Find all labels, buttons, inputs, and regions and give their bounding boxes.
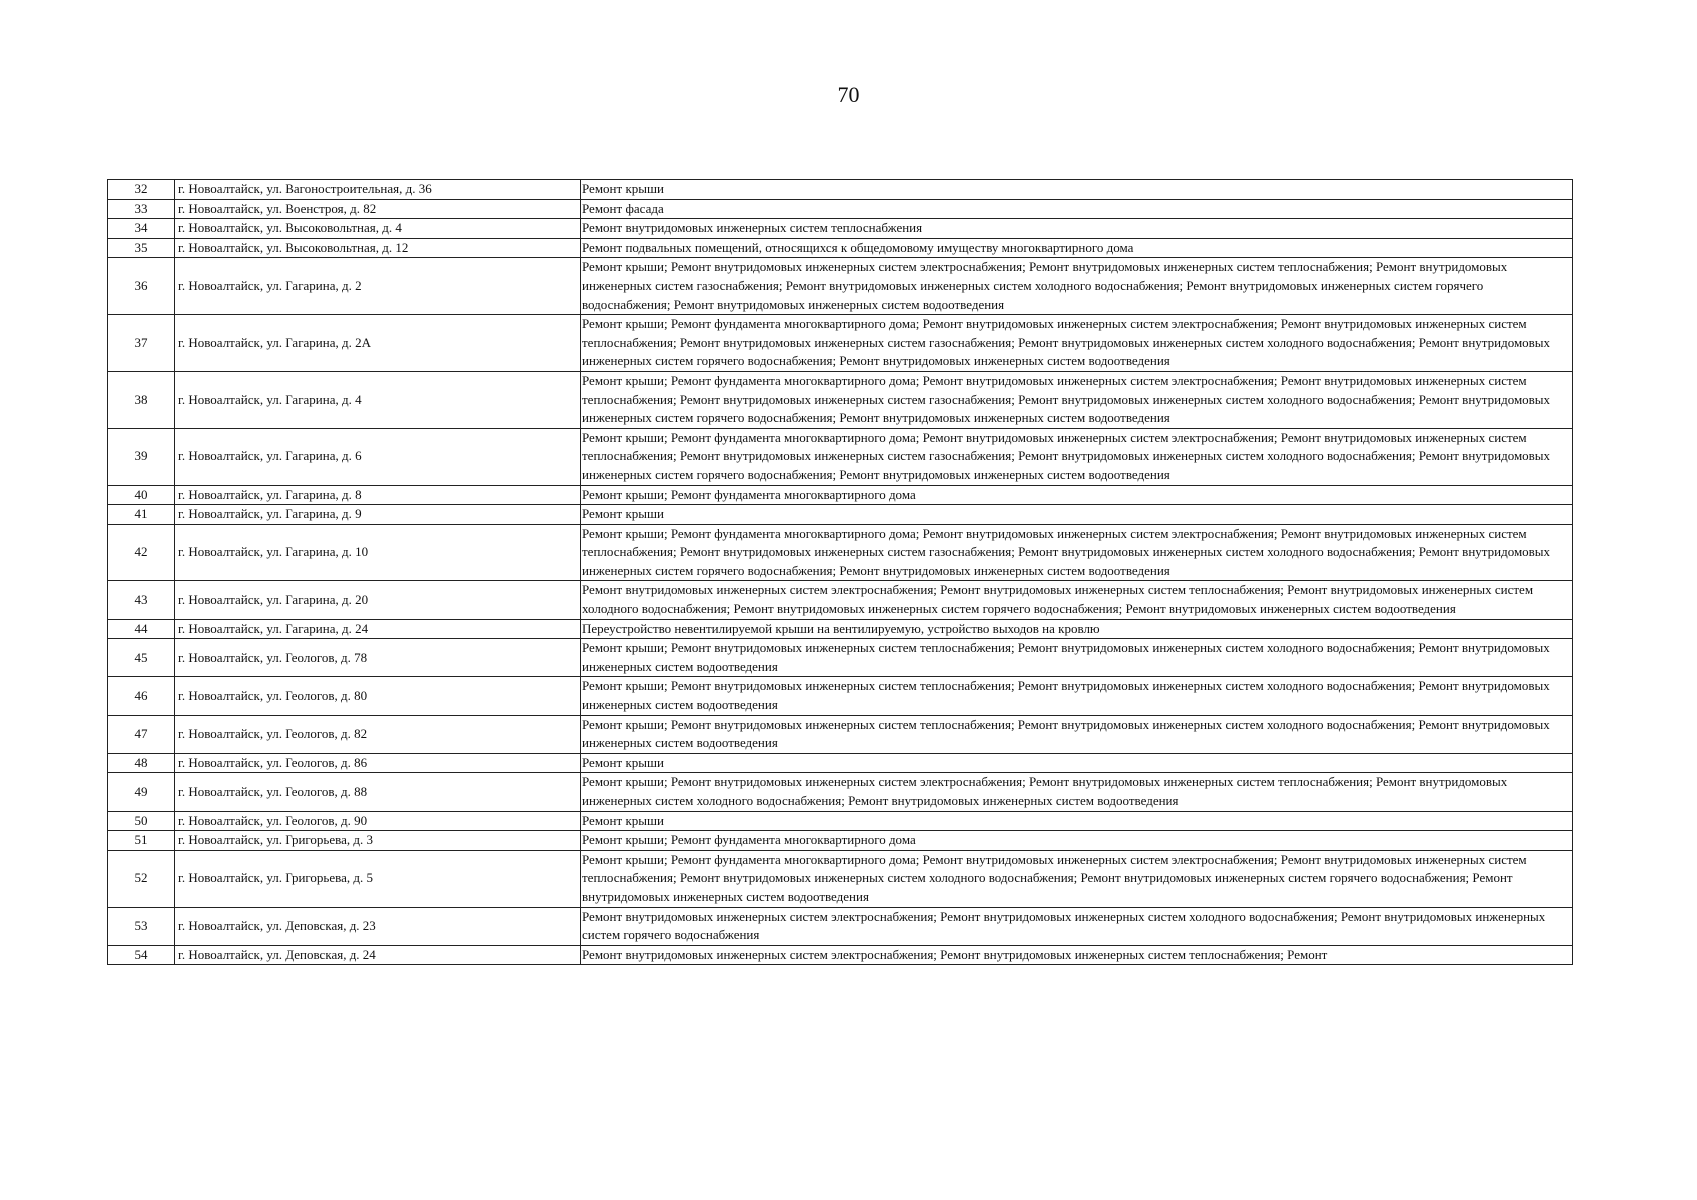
page-number: 70 (837, 82, 860, 107)
table-row (108, 524, 1573, 581)
table-row (108, 677, 1573, 715)
address-cell: г. Новоалтайск, ул. Высоковольтная, д. 12 (175, 238, 581, 258)
table-row (108, 505, 1573, 525)
table-row (108, 219, 1573, 239)
address-cell: г. Новоалтайск, ул. Деповская, д. 23 (175, 907, 581, 945)
works-cell: Ремонт крыши; Ремонт внутридомовых инженерных систем теплоснабжения; Ремонт внутридомовых инженерных систем холодного водоснабжения; Ремонт внутридомовых инженерных систем водоотведения (581, 677, 1573, 715)
row-number-cell: 42 (108, 524, 175, 581)
address-cell: г. Новоалтайск, ул. Вагоностроительная, д. 36 (175, 180, 581, 200)
table-row (108, 619, 1573, 639)
address-cell: г. Новоалтайск, ул. Геологов, д. 80 (175, 677, 581, 715)
address-cell: г. Новоалтайск, ул. Деповская, д. 24 (175, 945, 581, 965)
works-cell: Ремонт крыши (581, 505, 1573, 525)
table-row (108, 199, 1573, 219)
works-cell: Ремонт крыши (581, 811, 1573, 831)
row-number-cell: 49 (108, 773, 175, 811)
address-cell: г. Новоалтайск, ул. Геологов, д. 78 (175, 639, 581, 677)
works-cell: Ремонт крыши; Ремонт фундамента многоквартирного дома; Ремонт внутридомовых инженерных систем электроснабжения; Ремонт внутридомовых инженерных систем теплоснабжения; Ремонт внутридомовых инженерных систем холодного водоснабжения; Ремонт внутридомовых инженерных систем горячего водоснабжения; Ремонт внутридомовых инженерных систем водоотведения (581, 850, 1573, 907)
row-number-cell: 48 (108, 753, 175, 773)
address-cell: г. Новоалтайск, ул. Геологов, д. 88 (175, 773, 581, 811)
row-number-cell: 45 (108, 639, 175, 677)
table-row (108, 907, 1573, 945)
table-row (108, 831, 1573, 851)
works-cell: Ремонт крыши; Ремонт фундамента многоквартирного дома (581, 831, 1573, 851)
row-number-cell: 43 (108, 581, 175, 619)
table-row (108, 485, 1573, 505)
row-number-cell: 37 (108, 315, 175, 372)
works-cell: Ремонт крыши; Ремонт фундамента многоквартирного дома; Ремонт внутридомовых инженерных систем электроснабжения; Ремонт внутридомовых инженерных систем теплоснабжения; Ремонт внутридомовых инженерных систем газоснабжения; Ремонт внутридомовых инженерных систем холодного водоснабжения; Ремонт внутридомовых инженерных систем горячего водоснабжения; Ремонт внутридомовых инженерных систем водоотведения (581, 524, 1573, 581)
table-row (108, 258, 1573, 315)
table-row (108, 371, 1573, 428)
row-number-cell: 53 (108, 907, 175, 945)
works-cell: Ремонт крыши; Ремонт фундамента многоквартирного дома; Ремонт внутридомовых инженерных систем электроснабжения; Ремонт внутридомовых инженерных систем теплоснабжения; Ремонт внутридомовых инженерных систем газоснабжения; Ремонт внутридомовых инженерных систем холодного водоснабжения; Ремонт внутридомовых инженерных систем горячего водоснабжения; Ремонт внутридомовых инженерных систем водоотведения (581, 315, 1573, 372)
address-cell: г. Новоалтайск, ул. Геологов, д. 86 (175, 753, 581, 773)
address-cell: г. Новоалтайск, ул. Гагарина, д. 8 (175, 485, 581, 505)
works-cell: Ремонт крыши; Ремонт внутридомовых инженерных систем электроснабжения; Ремонт внутридомовых инженерных систем теплоснабжения; Ремонт внутридомовых инженерных систем холодного водоснабжения; Ремонт внутридомовых инженерных систем водоотведения (581, 773, 1573, 811)
works-cell: Ремонт внутридомовых инженерных систем теплоснабжения (581, 219, 1573, 239)
works-cell: Ремонт фасада (581, 199, 1573, 219)
address-cell: г. Новоалтайск, ул. Гагарина, д. 9 (175, 505, 581, 525)
repair-table-body (108, 180, 1573, 965)
repair-table-container (107, 179, 1572, 965)
address-cell: г. Новоалтайск, ул. Григорьева, д. 3 (175, 831, 581, 851)
table-row (108, 639, 1573, 677)
works-cell: Ремонт крыши; Ремонт внутридомовых инженерных систем теплоснабжения; Ремонт внутридомовых инженерных систем холодного водоснабжения; Ремонт внутридомовых инженерных систем водоотведения (581, 639, 1573, 677)
table-row (108, 850, 1573, 907)
works-cell: Ремонт крыши; Ремонт внутридомовых инженерных систем теплоснабжения; Ремонт внутридомовых инженерных систем холодного водоснабжения; Ремонт внутридомовых инженерных систем водоотведения (581, 715, 1573, 753)
row-number-cell: 39 (108, 428, 175, 485)
row-number-cell: 35 (108, 238, 175, 258)
works-cell: Ремонт крыши; Ремонт фундамента многоквартирного дома; Ремонт внутридомовых инженерных систем электроснабжения; Ремонт внутридомовых инженерных систем теплоснабжения; Ремонт внутридомовых инженерных систем газоснабжения; Ремонт внутридомовых инженерных систем холодного водоснабжения; Ремонт внутридомовых инженерных систем горячего водоснабжения; Ремонт внутридомовых инженерных систем водоотведения (581, 371, 1573, 428)
address-cell: г. Новоалтайск, ул. Гагарина, д. 4 (175, 371, 581, 428)
address-cell: г. Новоалтайск, ул. Гагарина, д. 6 (175, 428, 581, 485)
table-row (108, 180, 1573, 200)
table-row (108, 428, 1573, 485)
row-number-cell: 54 (108, 945, 175, 965)
table-row (108, 811, 1573, 831)
address-cell: г. Новоалтайск, ул. Геологов, д. 82 (175, 715, 581, 753)
repair-table (107, 179, 1573, 965)
address-cell: г. Новоалтайск, ул. Григорьева, д. 5 (175, 850, 581, 907)
table-row (108, 315, 1573, 372)
row-number-cell: 50 (108, 811, 175, 831)
row-number-cell: 51 (108, 831, 175, 851)
works-cell: Ремонт подвальных помещений, относящихся к общедомовому имуществу многоквартирного дома (581, 238, 1573, 258)
row-number-cell: 52 (108, 850, 175, 907)
table-row (108, 773, 1573, 811)
address-cell: г. Новоалтайск, ул. Высоковольтная, д. 4 (175, 219, 581, 239)
row-number-cell: 34 (108, 219, 175, 239)
works-cell: Ремонт крыши; Ремонт фундамента многоквартирного дома; Ремонт внутридомовых инженерных систем электроснабжения; Ремонт внутридомовых инженерных систем теплоснабжения; Ремонт внутридомовых инженерных систем газоснабжения; Ремонт внутридомовых инженерных систем холодного водоснабжения; Ремонт внутридомовых инженерных систем горячего водоснабжения; Ремонт внутридомовых инженерных систем водоотведения (581, 428, 1573, 485)
address-cell: г. Новоалтайск, ул. Гагарина, д. 20 (175, 581, 581, 619)
row-number-cell: 44 (108, 619, 175, 639)
works-cell: Ремонт крыши; Ремонт фундамента многоквартирного дома (581, 485, 1573, 505)
table-row (108, 715, 1573, 753)
row-number-cell: 47 (108, 715, 175, 753)
table-row (108, 238, 1573, 258)
table-row (108, 753, 1573, 773)
works-cell: Ремонт крыши; Ремонт внутридомовых инженерных систем электроснабжения; Ремонт внутридомовых инженерных систем теплоснабжения; Ремонт внутридомовых инженерных систем газоснабжения; Ремонт внутридомовых инженерных систем холодного водоснабжения; Ремонт внутридомовых инженерных систем горячего водоснабжения; Ремонт внутридомовых инженерных систем водоотведения (581, 258, 1573, 315)
row-number-cell: 38 (108, 371, 175, 428)
row-number-cell: 40 (108, 485, 175, 505)
row-number-cell: 32 (108, 180, 175, 200)
works-cell: Переустройство невентилируемой крыши на вентилируемую, устройство выходов на кровлю (581, 619, 1573, 639)
row-number-cell: 41 (108, 505, 175, 525)
works-cell: Ремонт внутридомовых инженерных систем электроснабжения; Ремонт внутридомовых инженерных систем теплоснабжения; Ремонт внутридомовых инженерных систем холодного водоснабжения; Ремонт внутридомовых инженерных систем горячего водоснабжения; Ремонт внутридомовых инженерных систем водоотведения (581, 581, 1573, 619)
address-cell: г. Новоалтайск, ул. Гагарина, д. 24 (175, 619, 581, 639)
address-cell: г. Новоалтайск, ул. Гагарина, д. 2 (175, 258, 581, 315)
address-cell: г. Новоалтайск, ул. Гагарина, д. 2А (175, 315, 581, 372)
row-number-cell: 46 (108, 677, 175, 715)
address-cell: г. Новоалтайск, ул. Военстроя, д. 82 (175, 199, 581, 219)
row-number-cell: 33 (108, 199, 175, 219)
address-cell: г. Новоалтайск, ул. Гагарина, д. 10 (175, 524, 581, 581)
table-row (108, 945, 1573, 965)
row-number-cell: 36 (108, 258, 175, 315)
works-cell: Ремонт крыши (581, 180, 1573, 200)
address-cell: г. Новоалтайск, ул. Геологов, д. 90 (175, 811, 581, 831)
table-row (108, 581, 1573, 619)
works-cell: Ремонт внутридомовых инженерных систем электроснабжения; Ремонт внутридомовых инженерных систем холодного водоснабжения; Ремонт внутридомовых инженерных систем горячего водоснабжения (581, 907, 1573, 945)
works-cell: Ремонт внутридомовых инженерных систем электроснабжения; Ремонт внутридомовых инженерных систем теплоснабжения; Ремонт (581, 945, 1573, 965)
works-cell: Ремонт крыши (581, 753, 1573, 773)
